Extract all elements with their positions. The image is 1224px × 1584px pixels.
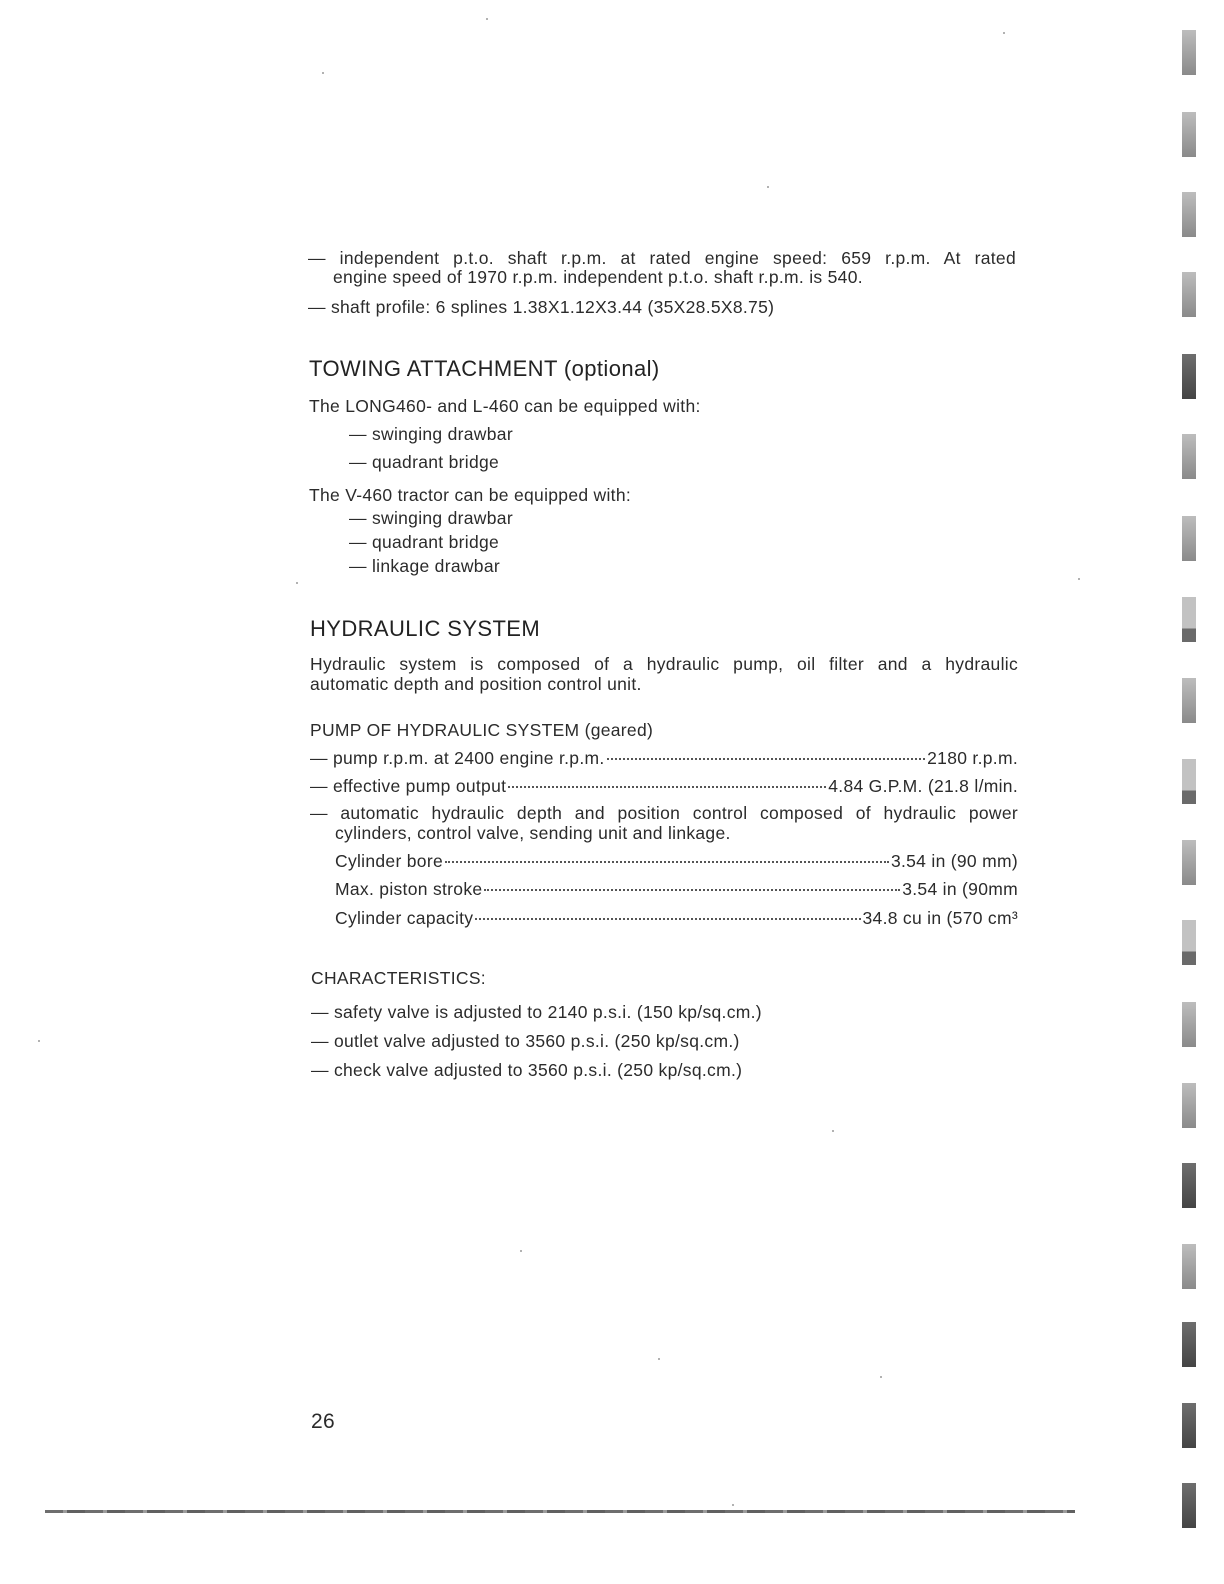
edge-tab: [1182, 1244, 1196, 1289]
pump-rpm-value: 2180 r.p.m.: [927, 748, 1018, 768]
edge-tab: [1182, 840, 1196, 885]
scan-speck: [322, 72, 324, 74]
hydraulic-desc-cont: automatic depth and position control unit.: [310, 674, 642, 694]
characteristics-item: — safety valve is adjusted to 2140 p.s.i. (150 kp/sq.cm.): [311, 1002, 762, 1022]
dot-leader: [445, 857, 889, 863]
cylinder-bore-row: [335, 851, 1018, 871]
edge-tab: [1182, 920, 1196, 965]
scan-speck: [767, 186, 769, 188]
scan-speck: [1003, 32, 1005, 34]
page-number: 26: [311, 1410, 335, 1433]
towing-v-item: — swinging drawbar: [349, 508, 513, 528]
pto-rpm-line: — independent p.t.o. shaft r.p.m. at rated engine speed: 659 r.p.m. At rated: [308, 248, 1016, 268]
cylinder-bore-value: 3.54 in (90 mm): [890, 851, 1018, 871]
piston-stroke-row: [335, 879, 1018, 899]
edge-tab: [1182, 597, 1196, 642]
edge-tab: [1182, 272, 1196, 317]
edge-tab: [1182, 1483, 1196, 1528]
scan-speck: [658, 1358, 660, 1360]
pump-rpm-label: — pump r.p.m. at 2400 engine r.p.m.: [310, 748, 605, 768]
edge-tab: [1182, 516, 1196, 561]
scan-speck: [732, 1504, 734, 1506]
piston-stroke-label: Max. piston stroke: [335, 879, 483, 899]
scan-speck: [38, 1040, 40, 1042]
pump-heading: PUMP OF HYDRAULIC SYSTEM (geared): [310, 720, 654, 740]
characteristics-heading: CHARACTERISTICS:: [311, 968, 486, 988]
cylinder-capacity-label: Cylinder capacity: [335, 908, 474, 928]
pump-output-value: 4.84 G.P.M. (21.8 l/min.: [828, 776, 1018, 796]
hydraulic-desc: Hydraulic system is composed of a hydraulic pump, oil filter and a hydraulic: [310, 654, 1018, 674]
scan-speck: [296, 582, 298, 584]
dot-leader: [475, 914, 860, 920]
characteristics-item: — outlet valve adjusted to 3560 p.s.i. (250 kp/sq.cm.): [311, 1031, 740, 1051]
towing-long-item: — quadrant bridge: [349, 452, 500, 472]
cylinder-bore-label: Cylinder bore: [335, 851, 443, 871]
towing-v-item: — linkage drawbar: [349, 556, 501, 576]
bottom-scan-line: [45, 1510, 1075, 1513]
towing-heading: TOWING ATTACHMENT (optional): [309, 356, 660, 381]
dot-leader: [484, 885, 900, 891]
edge-tab: [1182, 1403, 1196, 1448]
towing-v-item: — quadrant bridge: [349, 532, 500, 552]
edge-tab: [1182, 30, 1196, 75]
scan-speck: [1078, 578, 1080, 580]
pto-rpm-line-cont: engine speed of 1970 r.p.m. independent p.t.o. shaft r.p.m. is 540.: [333, 267, 863, 287]
pump-output-row: [310, 776, 1018, 796]
edge-tab: [1182, 354, 1196, 399]
characteristics-item: — check valve adjusted to 3560 p.s.i. (250 kp/sq.cm.): [311, 1060, 743, 1080]
edge-tab: [1182, 434, 1196, 479]
scan-speck: [520, 1250, 522, 1252]
edge-tab: [1182, 678, 1196, 723]
auto-control-line: — automatic hydraulic depth and position control composed of hydraulic power: [310, 803, 1018, 823]
scan-speck: [486, 18, 488, 20]
piston-stroke-value: 3.54 in (90mm: [902, 879, 1018, 899]
auto-control-line-cont: cylinders, control valve, sending unit and linkage.: [335, 823, 731, 843]
towing-v-intro: The V-460 tractor can be equipped with:: [309, 485, 632, 505]
scan-speck: [880, 1376, 882, 1378]
edge-tab: [1182, 192, 1196, 237]
pump-rpm-row: [310, 748, 1018, 768]
scan-speck: [832, 1130, 834, 1132]
edge-tab: [1182, 1002, 1196, 1047]
edge-tab: [1182, 112, 1196, 157]
pto-shaft-profile: — shaft profile: 6 splines 1.38X1.12X3.44 (35X28.5X8.75): [308, 297, 775, 317]
hydraulic-heading: HYDRAULIC SYSTEM: [310, 616, 541, 641]
towing-long-item: — swinging drawbar: [349, 424, 513, 444]
dot-leader: [508, 782, 826, 788]
edge-tab: [1182, 1322, 1196, 1367]
cylinder-capacity-value: 34.8 cu in (570 cm³: [862, 908, 1018, 928]
edge-tab: [1182, 1083, 1196, 1128]
pump-output-label: — effective pump output: [310, 776, 507, 796]
towing-long-intro: The LONG460- and L-460 can be equipped with:: [309, 396, 701, 416]
edge-tab: [1182, 1163, 1196, 1208]
dot-leader: [607, 754, 926, 760]
cylinder-capacity-row: [335, 908, 1018, 928]
edge-tab: [1182, 759, 1196, 804]
